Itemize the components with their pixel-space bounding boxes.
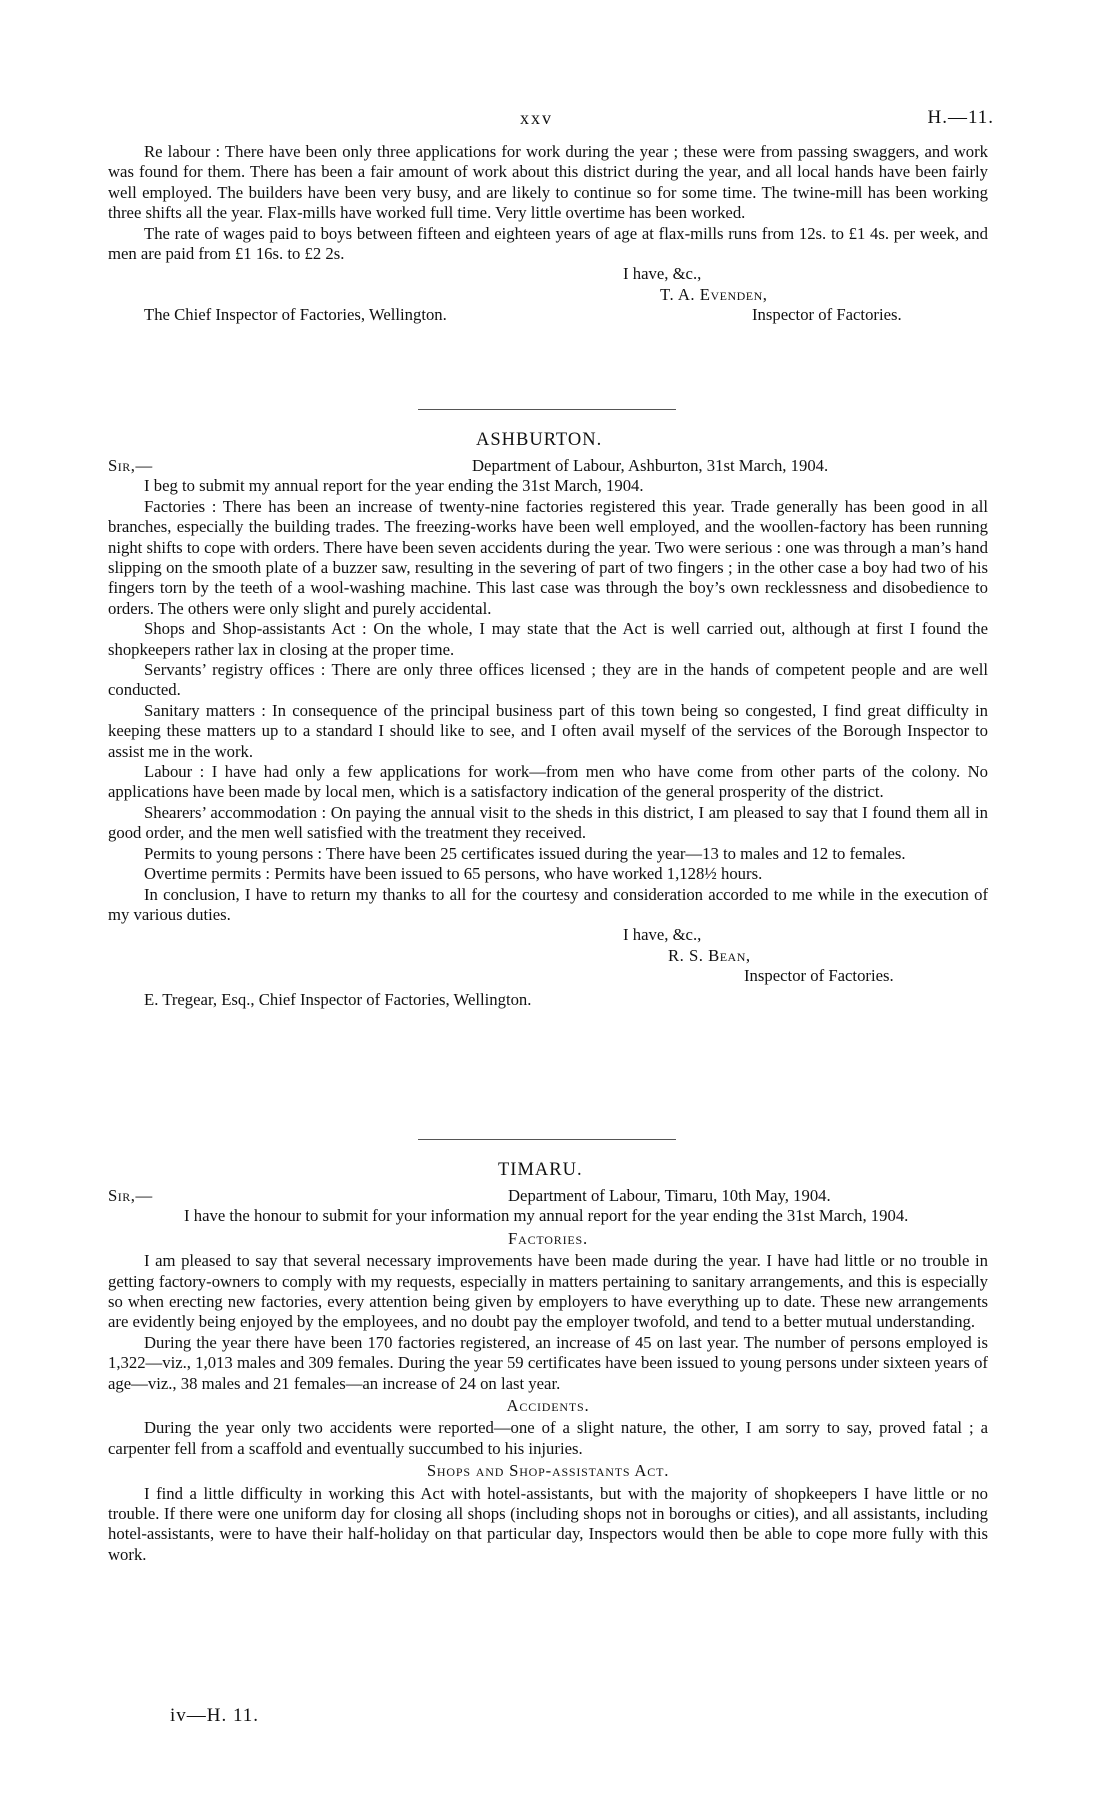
signatory-line [108, 285, 988, 305]
salutation: Sir,— [108, 456, 153, 475]
paragraph-permits: Permits to young persons : There have been 25 certificates issued during the year—13 to males and 12 to females. [144, 843, 906, 863]
addressee: The Chief Inspector of Factories, Wellington. [144, 305, 447, 325]
paragraph-labour: Labour : I have had only a few applications for work—from men who have come from other parts of the colony. No applications have been made by local men, which is a satisfactory indication of the general prosperity of the district. [108, 762, 988, 802]
section-divider [418, 1139, 676, 1140]
signature-reference: iv—H. 11. [170, 1705, 260, 1726]
page-number: xxv [520, 108, 553, 128]
ashburton-section [108, 456, 988, 1010]
dateline: Department of Labour, Ashburton, 31st March, 1904. [472, 456, 829, 475]
closing-line [108, 925, 988, 945]
paragraph-conclusion: In conclusion, I have to return my thanks to all for the courtesy and consideration accorded to me while in the execution of my various duties. [108, 884, 988, 924]
heading-timaru: TIMARU. [498, 1160, 583, 1180]
dateline: Department of Labour, Timaru, 10th May, 1904. [508, 1186, 831, 1205]
closing-line [108, 264, 988, 284]
signatory-title: Inspector of Factories. [752, 305, 902, 325]
subheading-factories: Factories. [508, 1228, 588, 1248]
subheading-accidents: Accidents. [506, 1396, 590, 1416]
paragraph-shops-act: I find a little difficulty in working this Act with hotel-assistants, but with the majority of shopkeepers I have little or no trouble. If there were one uniform day for closing all shops (including shops not in boroughs or cities), and all assistants, including hotel-assistants, were to have their half-holiday on that particular day, Inspectors would then be able to cope more fully with this work. [108, 1483, 988, 1564]
signatory: R. S. Bean, [668, 945, 751, 965]
timaru-section [108, 1186, 988, 1565]
heading-ashburton: ASHBURTON. [476, 430, 603, 450]
addressee: E. Tregear, Esq., Chief Inspector of Factories, Wellington. [144, 989, 532, 1009]
addressee-line [108, 990, 988, 1010]
paragraph-wages: The rate of wages paid to boys between fifteen and eighteen years of age at flax-mills runs from 12s. to £1 4s. per week, and men are paid from £1 16s. to £2 2s. [108, 223, 988, 264]
paragraph-intro: I have the honour to submit for your information my annual report for the year ending the 31st March, 1904. [184, 1206, 909, 1226]
paragraph-overtime: Overtime permits : Permits have been issued to 65 persons, who have worked 1,128½ hours. [144, 864, 763, 884]
salutation-dateline [108, 456, 988, 476]
paragraph-registrations: During the year there have been 170 factories registered, an increase of 45 on last year. The number of persons employed is 1,322—viz., 1,013 males and 309 females. During the year 59 certificates have been issued to young persons under sixteen years of age—viz., 38 males and 21 females—an increase of 24 on last year. [108, 1332, 988, 1393]
paragraph-factories: Factories : There has been an increase of twenty-nine factories registered this year. Trade generally has been good in all branches, especially the building trades. The freezing-works have been well employed, and the woollen-factory has been running night shifts to cope with orders. There have been seven accidents during the year. Two were serious : one was through a man’s hand slipping on the smooth plate of a buzzer saw, resulting in the severing of part of two fingers ; in the other case a boy had two of his fingers torn by the teeth of a wool-washing machine. This last case was through the boy’s own recklessness and disobedience to orders. The others were only slight and purely accidental. [108, 496, 988, 618]
paragraph-registry: Servants’ registry offices : There are only three offices licensed ; they are in the hands of competent people and are well conducted. [108, 660, 988, 700]
closing: I have, &c., [623, 925, 702, 945]
paragraph-sanitary: Sanitary matters : In consequence of the principal business part of this town being so congested, I find great difficulty in keeping these matters up to a standard I should like to see, and I often avail myself of the services of the Borough Inspector to assist me in the work. [108, 700, 988, 761]
signatory-line [108, 946, 988, 966]
closing: I have, &c., [623, 264, 702, 284]
signatory-title: Inspector of Factories. [744, 966, 894, 986]
paragraph: I beg to submit my annual report for the year ending the 31st March, 1904. [144, 476, 644, 496]
salutation-dateline [108, 1186, 988, 1206]
subheading-shops-act: Shops and Shop-assistants Act. [426, 1461, 670, 1481]
paragraph-shops: Shops and Shop-assistants Act : On the whole, I may state that the Act is well carried out, although at first I found the shopkeepers rather lax in closing at the proper time. [108, 619, 988, 659]
signatory: T. A. Evenden, [660, 284, 768, 304]
section-divider [418, 409, 676, 410]
paragraph-shearers: Shearers’ accommodation : On paying the annual visit to the sheds in this district, I am pleased to say that I found them all in good order, and the men well satisfied with the treatment they received. [108, 802, 988, 843]
previous-report-section [108, 142, 988, 326]
paper-reference: H.—11. [927, 107, 994, 128]
title-line [108, 966, 988, 986]
addressee-line [108, 305, 988, 325]
paragraph-improvements: I am pleased to say that several necessary improvements have been made during the year. I have had little or no trouble in getting factory-owners to comply with my requests, especially in matters pertaining to sanitary arrangements, and this is especially so when erecting new factories, every attention being given by employers to have everything up to date. These new arrangements are evidently being enjoyed by the employees, and no doubt pay the employer twofold, and tend to a better mutual understanding. [108, 1251, 988, 1332]
paragraph-labour: Re labour : There have been only three applications for work during the year ; these were from passing swaggers, and work was found for them. There has been a fair amount of work about this district during the year, and all local hands have been fairly well employed. The builders have been very busy, and are likely to continue so for some time. The twine-mill has been working three shifts all the year. Flax-mills have worked full time. Very little overtime has been worked. [108, 142, 988, 223]
paragraph-accidents: During the year only two accidents were reported—one of a slight nature, the other, I am sorry to say, proved fatal ; a carpenter fell from a scaffold and eventually succumbed to his injuries. [108, 1418, 988, 1458]
salutation: Sir,— [108, 1186, 153, 1205]
